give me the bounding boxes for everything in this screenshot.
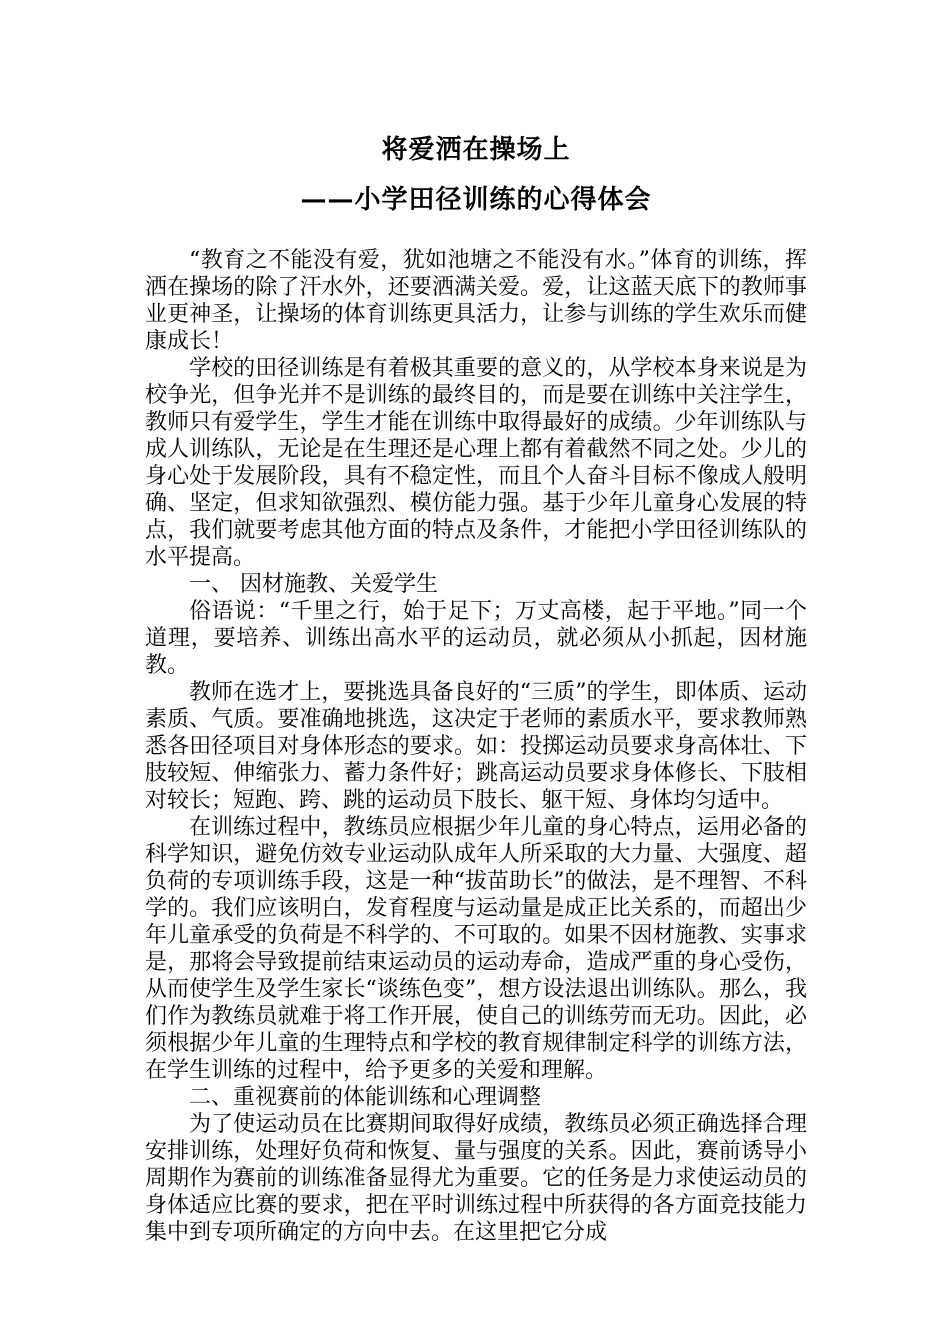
paragraph-significance: 学校的田径训练是有着极其重要的意义的，从学校本身来说是为校争光，但争光并不是训练的最终目的，而是要在训练中关注学生，教师只有爱学生，学生才能在训练中取得最好的成绩。少年训练队与成人训练队，无论是在生理还是心理上都有着截然不同之处。少儿的身心处于发展阶段，具有不稳定性，而且个人奋斗目标不像成人般明确、坚定，但求知欲强烈、模仿能力强。基于少年儿童身心发展的特点，我们就要考虑其他方面的特点及条件，才能把小学田径训练队的水平提高。 xyxy=(145,356,807,570)
document-subtitle: ——小学田径训练的心得体会 xyxy=(300,185,652,215)
section-heading-1: 一、 因材施教、关爱学生 xyxy=(189,572,438,597)
section-heading-2: 二、重视赛前的体能训练和心理调整 xyxy=(189,1085,542,1110)
document-title: 将爱洒在操场上 xyxy=(381,135,571,165)
document-page xyxy=(145,125,807,1246)
paragraph-proverb: 俗语说：“千里之行，始于足下；万丈高楼，起于平地。”同一个道理，要培养、训练出高水平的运动员，就必须从小抓起，因材施教。 xyxy=(145,599,807,678)
paragraph-training-process: 在训练过程中，教练员应根据少年儿童的身心特点，运用必备的科学知识，避免仿效专业运动队成年人所采取的大力量、大强度、超负荷的专项训练手段，这是一种“拔苗助长”的做法，是不理智、不科学的。我们应该明白，发育程度与运动量是成正比关系的，而超出少年儿童承受的负荷是不科学的、不可取的。如果不因材施教、实事求是，那将会导致提前结束运动员的运动寿命，造成严重的身心受伤，从而使学生及学生家长“谈练色变”，想方设法退出训练队。那么，我们作为教练员就难于将工作开展，使自己的训练劳而无功。因此，必须根据少年儿童的生理特点和学校的教育规律制定科学的训练方法，在学生训练的过程中，给予更多的关爱和理解。 xyxy=(145,815,807,1083)
paragraph-selection: 教师在选才上，要挑选具备良好的“三质”的学生，即体质、运动素质、气质。要准确地挑选，这决定于老师的素质水平，要求教师熟悉各田径项目对身体形态的要求。如：投掷运动员要求身高体壮、下肢较短、伸缩张力、蓄力条件好；跳高运动员要求身体修长、下肢相对较长；短跑、跨、跳的运动员下肢长、躯干短、身体均匀适中。 xyxy=(145,680,807,813)
paragraph-intro: “教育之不能没有爱，犹如池塘之不能没有水。”体育的训练，挥洒在操场的除了汗水外，还要洒满关爱。爱，让这蓝天底下的教师事业更神圣，让操场的体育训练更具活力，让参与训练的学生欢乐而健康成长！ xyxy=(145,248,807,354)
paragraph-pre-competition: 为了使运动员在比赛期间取得好成绩，教练员必须正确选择合理安排训练，处理好负荷和恢复、量与强度的关系。因此，赛前诱导小周期作为赛前的训练准备显得尤为重要。它的任务是力求使运动员的身体适应比赛的要求，把在平时训练过程中所获得的各方面竞技能力集中到专项所确定的方向中去。在这里把它分成 xyxy=(145,1112,807,1245)
